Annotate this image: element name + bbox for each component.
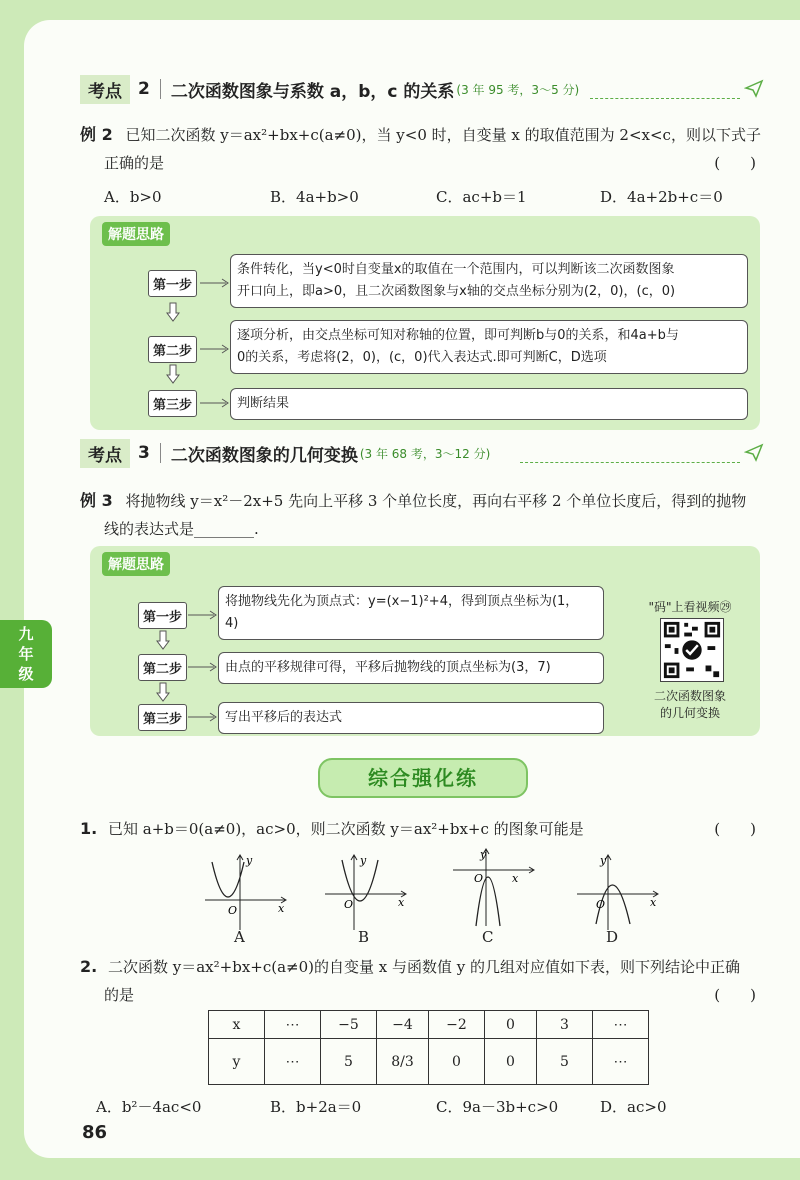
connector-arrow-icon [188, 610, 220, 620]
kaodian-label: 考点 [80, 439, 130, 468]
kaodian-3-header [80, 440, 490, 466]
table-cell: ⋯ [593, 1039, 649, 1085]
connector-arrow-icon [200, 344, 232, 354]
kaodian-number: 2 [138, 79, 150, 99]
table-cell: 8/3 [377, 1039, 429, 1085]
step-2-box [230, 320, 748, 374]
graph-label-a: A [234, 928, 245, 946]
axis-x-label: x [278, 902, 285, 915]
example-text: 将抛物线 y＝x²－2x+5 先向上平移 3 个单位长度，再向右平移 2 个单位长度后，得到的抛物 [125, 492, 747, 510]
table-cell: 0 [485, 1011, 537, 1039]
example-3-line2: 线的表达式是________. [104, 520, 259, 538]
step-1-box [218, 586, 604, 640]
step-2-label: 第二步 [138, 654, 187, 681]
option-d: D．4a+2b+c＝0 [600, 188, 723, 206]
question-text: 已知 a+b＝0(a≠0)，ac>0，则二次函数 y＝ax²+bx+c 的图象可能是 [108, 820, 584, 838]
step-1-text1: 条件转化，当y<0时自变量x的取值在一个范围内，可以判断该二次函数图象 [237, 262, 675, 277]
kaodian-separator [160, 79, 161, 99]
axis-x-label: x [398, 896, 405, 909]
qr-caption-top: "码"上看视频㉙ [648, 600, 732, 614]
table-row [209, 1039, 649, 1085]
example-label: 例 3 [80, 491, 113, 510]
step-3-box [218, 702, 604, 734]
example-2-line2: 正确的是 [104, 154, 165, 172]
table-cell: x [209, 1011, 265, 1039]
section-banner: 综合强化练 [318, 758, 528, 798]
axis-y-label: y [246, 854, 253, 867]
graph-d[interactable] [572, 852, 662, 932]
paper-plane-icon [744, 442, 764, 462]
grade-tab-text: 九年级 [18, 625, 34, 683]
table-cell: 0 [429, 1039, 485, 1085]
kaodian-title: 二次函数图象与系数 a，b，c 的关系 [170, 81, 455, 102]
kaodian-dash-line [520, 462, 740, 463]
value-table [208, 1010, 649, 1085]
step-1-text1: 将抛物线先化为顶点式：y=(x−1)²+4，得到顶点坐标为(1， [225, 594, 579, 609]
table-cell: ⋯ [265, 1011, 321, 1039]
step-3-label: 第三步 [138, 704, 187, 731]
step-1-box [230, 254, 748, 308]
table-cell: 5 [537, 1039, 593, 1085]
answer-paren: ( ) [714, 986, 756, 1004]
option-b: B．b+2a＝0 [270, 1098, 362, 1116]
grade-side-tab [0, 620, 52, 688]
graph-c[interactable] [448, 848, 538, 928]
example-text: 已知二次函数 y＝ax²+bx+c(a≠0)，当 y<0 时，自变量 x 的取值范围为 2<x<c，则以下式子 [125, 126, 761, 144]
step-3-text1: 判断结果 [237, 396, 290, 411]
axis-y-label: y [480, 848, 487, 861]
kaodian-label: 考点 [80, 75, 130, 104]
graph-label-c: C [482, 928, 494, 946]
step-3-text1: 写出平移后的表达式 [225, 710, 343, 725]
question-text: 二次函数 y＝ax²+bx+c(a≠0)的自变量 x 与函数值 y 的几组对应值如下表，则下列结论中正确 [108, 958, 741, 976]
table-cell: ⋯ [593, 1011, 649, 1039]
qr-code-icon[interactable] [660, 618, 724, 682]
table-cell: 0 [485, 1039, 537, 1085]
thinking-tag: 解题思路 [102, 222, 170, 246]
down-arrow-icon [156, 630, 170, 650]
step-1-label: 第一步 [138, 602, 187, 629]
example-label: 例 2 [80, 125, 113, 144]
kaodian-number: 3 [138, 443, 150, 463]
graph-label-b: B [358, 928, 370, 946]
option-a: A．b>0 [104, 188, 162, 206]
kaodian-dash-line [590, 98, 740, 99]
table-cell: y [209, 1039, 265, 1085]
page-number: 86 [82, 1122, 108, 1143]
axis-x-label: x [512, 872, 519, 885]
kaodian-info: (3 年 95 考，3～5 分) [456, 82, 580, 97]
kaodian-separator [160, 443, 161, 463]
step-1-text2: 4) [225, 616, 239, 631]
table-cell: −2 [429, 1011, 485, 1039]
qr-caption-bottom-2: 的几何变换 [659, 706, 720, 720]
step-1-text2: 开口向上，即a>0，且二次函数图象与x轴的交点坐标分别为(2，0)，(c，0) [237, 284, 676, 299]
question-number: 1. [80, 819, 98, 838]
step-2-box [218, 652, 604, 684]
example-2-line1 [80, 124, 761, 146]
axis-y-label: y [360, 854, 367, 867]
origin-label: O [344, 898, 354, 911]
step-3-box [230, 388, 748, 420]
step-3-label: 第三步 [148, 390, 197, 417]
graph-label-d: D [606, 928, 619, 946]
qr-caption-bottom [620, 688, 760, 722]
table-cell: 3 [537, 1011, 593, 1039]
axis-y-label: y [600, 854, 607, 867]
table-cell: 5 [321, 1039, 377, 1085]
table-cell: ⋯ [265, 1039, 321, 1085]
graph-a[interactable] [200, 852, 290, 932]
connector-arrow-icon [200, 398, 232, 408]
answer-paren: ( ) [714, 154, 756, 172]
connector-arrow-icon [188, 712, 220, 722]
thinking-tag: 解题思路 [102, 552, 170, 576]
option-d: D．ac>0 [600, 1098, 667, 1116]
paper-plane-icon [744, 78, 764, 98]
question-2-line2: 的是 [104, 986, 135, 1004]
thinking-box-3 [90, 546, 760, 736]
step-2-label: 第二步 [148, 336, 197, 363]
origin-label: O [228, 904, 238, 917]
kaodian-info: (3 年 68 考，3～12 分) [359, 446, 491, 461]
option-c: C．9a－3b+c>0 [436, 1098, 559, 1116]
step-2-text1: 逐项分析，由交点坐标可知对称轴的位置，即可判断b与0的关系，和4a+b与 [237, 328, 679, 343]
thinking-box-2 [90, 216, 760, 430]
kaodian-2-header [80, 76, 579, 102]
step-1-label: 第一步 [148, 270, 197, 297]
option-c: C．ac+b＝1 [436, 188, 527, 206]
down-arrow-icon [166, 364, 180, 384]
answer-paren: ( ) [714, 820, 756, 838]
graph-b[interactable] [320, 852, 410, 932]
question-2-line1 [80, 956, 740, 978]
option-a: A．b²－4ac<0 [96, 1098, 202, 1116]
qr-caption-bottom-1: 二次函数图象 [653, 689, 726, 703]
question-1 [80, 818, 584, 840]
down-arrow-icon [156, 682, 170, 702]
connector-arrow-icon [188, 662, 220, 672]
axis-x-label: x [650, 896, 657, 909]
down-arrow-icon [166, 302, 180, 322]
kaodian-title: 二次函数图象的几何变换 [170, 445, 358, 466]
step-2-text1: 由点的平移规律可得，平移后抛物线的顶点坐标为(3，7) [225, 660, 551, 675]
origin-label: O [596, 898, 606, 911]
question-number: 2. [80, 957, 98, 976]
step-2-text2: 0的关系，考虑将(2，0)，(c，0)代入表达式.即可判断C，D选项 [237, 350, 607, 365]
table-row [209, 1011, 649, 1039]
table-cell: −4 [377, 1011, 429, 1039]
table-cell: −5 [321, 1011, 377, 1039]
option-b: B．4a+b>0 [270, 188, 359, 206]
origin-label: O [474, 872, 484, 885]
connector-arrow-icon [200, 278, 232, 288]
example-3-line1 [80, 490, 746, 512]
